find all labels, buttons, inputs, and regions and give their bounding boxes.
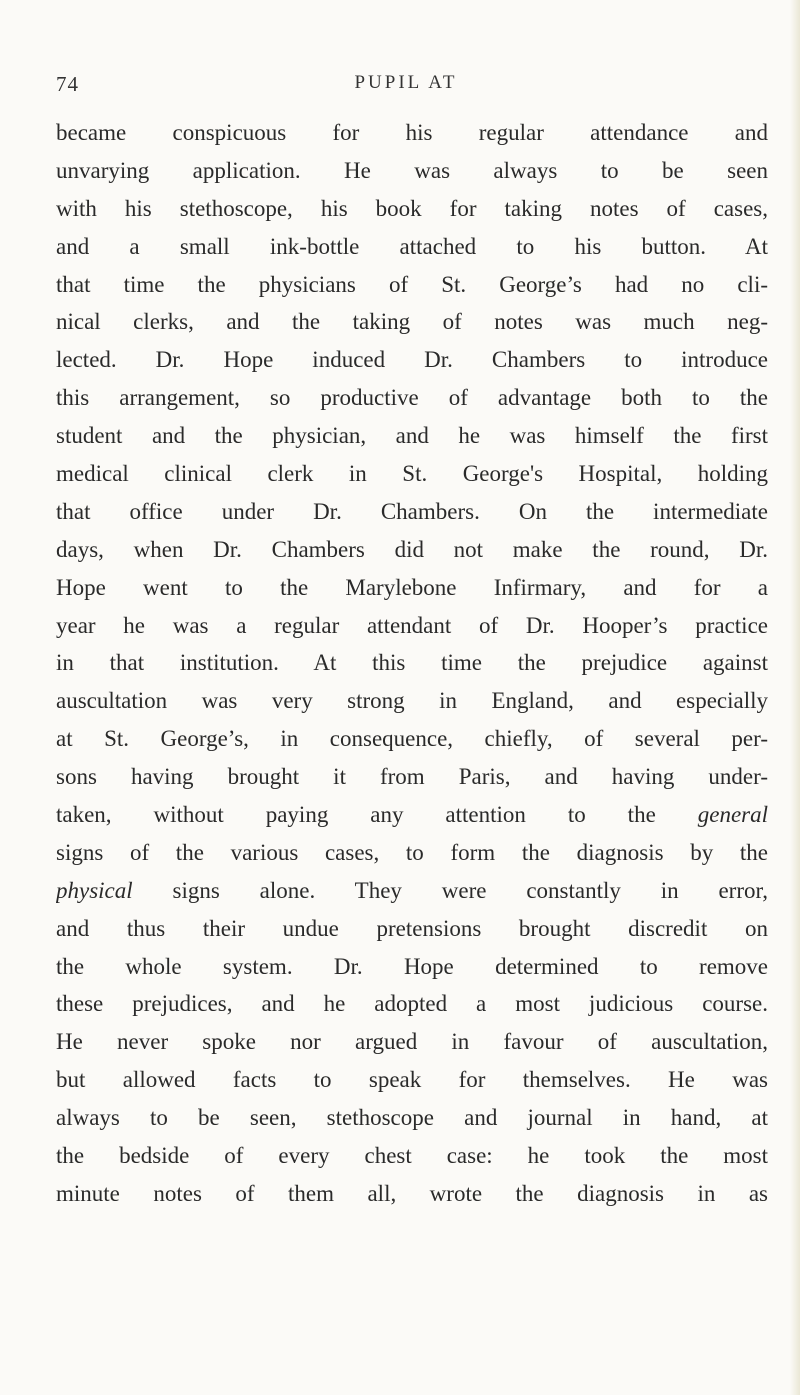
page-number: 74 [56,72,79,96]
text-line: minute notes of them all, wrote the diagnosis in as [56,1180,768,1206]
text-line: unvarying application. He was always to be seen [56,157,768,183]
text-line: the whole system. Dr. Hope determined to remove [56,953,768,979]
text-line: and a small ink-bottle attached to his button. At [56,233,768,259]
italic-word: physical [56,877,133,903]
text-line: in that institution. At this time the prejudice against [56,650,768,676]
text-segment: signs alone. They were constantly in error, [132,877,768,903]
text-line: with his stethoscope, his book for taking notes of cases, [56,195,768,221]
text-line: that office under Dr. Chambers. On the intermediate [56,498,768,524]
text-line: always to be seen, stethoscope and journal in hand, at [56,1105,768,1131]
body-text [56,114,768,1213]
text-line: days, when Dr. Chambers did not make the round, Dr. [56,536,768,562]
text-line: auscultation was very strong in England, and especially [56,688,768,714]
text-line-with-italic [56,872,768,910]
text-line: but allowed facts to speak for themselves. He was [56,1067,768,1093]
text-line: He never spoke nor argued in favour of auscultation, [56,1029,768,1055]
text-line: and thus their undue pretensions brought discredit on [56,915,768,941]
text-line: lected. Dr. Hope induced Dr. Chambers to introduce [56,347,768,373]
running-head: PUPIL AT [354,72,458,93]
text-line: at St. George’s, in consequence, chiefly, of several per- [56,726,768,752]
page-edge-shadow [790,0,800,1395]
text-line: sons having brought it from Paris, and having under- [56,764,768,790]
text-line: Hope went to the Marylebone Infirmary, and for a [56,574,768,600]
text-line-with-italic [56,796,768,834]
page-header [56,72,756,106]
text-line: this arrangement, so productive of advantage both to the [56,385,768,411]
text-segment: taken, without paying any attention to the [56,802,698,828]
text-line: the bedside of every chest case: he took the most [56,1143,768,1169]
text-line: student and the physician, and he was himself the first [56,423,768,449]
italic-word: general [697,802,768,828]
text-line: year he was a regular attendant of Dr. Hooper’s practice [56,612,768,638]
text-line: medical clinical clerk in St. George's Hospital, holding [56,461,768,487]
text-line: signs of the various cases, to form the diagnosis by the [56,839,768,865]
text-line: that time the physicians of St. George’s had no cli- [56,271,768,297]
text-line: nical clerks, and the taking of notes was much neg- [56,309,768,335]
text-line: became conspicuous for his regular attendance and [56,120,768,145]
text-line: these prejudices, and he adopted a most judicious course. [56,991,768,1017]
